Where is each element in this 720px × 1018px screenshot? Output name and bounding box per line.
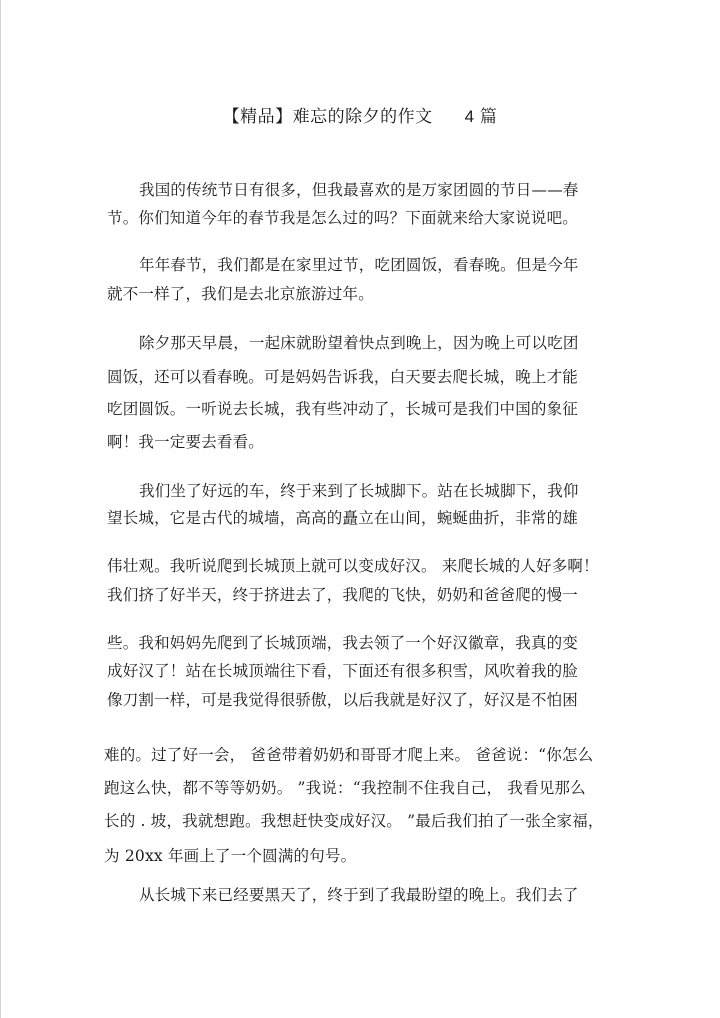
paragraph-line: 圆饭，还可以看春晚。可是妈妈告诉我，白天要去爬长城，晚上才能	[107, 368, 579, 386]
paragraph-line: 长的 . 坡，我就想跑。我想赶快变成好汉。 ”最后我们拍了一张全家福，	[104, 812, 604, 830]
title-main: 【精品】难忘的除夕的作文	[222, 107, 433, 127]
paragraph-line: 些。我和妈妈先爬到了长城顶端，我去领了一个好汉徽章，我真的变	[107, 634, 579, 652]
paragraph-line: 为 20xx 年画上了一个圆满的句号。	[104, 847, 357, 865]
paragraph-line: 像刀割一样，可是我觉得很骄傲，以后我就是好汉了，好汉是不怕困	[107, 691, 579, 709]
paragraph-line: 就不一样了，我们是去北京旅游过年。	[107, 285, 374, 303]
paragraph-line: 我国的传统节日有很多，但我最喜欢的是万家团圆的节日——春	[139, 181, 579, 199]
paragraph-line: 我们挤了好半天，终于挤进去了，我爬的飞快，奶奶和爸爸爬的慢一	[107, 586, 579, 604]
paragraph-line: 除夕那天早晨，一起床就盼望着快点到晚上，因为晚上可以吃团	[139, 334, 579, 352]
paragraph-line: 跑这么快，都不等等奶奶。 ”我说：“我控制不住我自己， 我看见那么	[104, 779, 586, 797]
paragraph-line: 难的。过了好一会， 爸爸带着奶奶和哥哥才爬上来。 爸爸说：“你怎么	[104, 746, 594, 764]
page-edge	[0, 0, 1, 1018]
paragraph-line: 望长城，它是古代的城墙，高高的矗立在山间，蜿蜒曲折，非常的雄	[107, 509, 579, 527]
paragraph-line: 我们坐了好远的车，终于来到了长城脚下。站在长城脚下，我仰	[139, 482, 579, 500]
paragraph-line: 啊！我一定要去看看。	[107, 433, 265, 451]
paragraph-line: 伟壮观。我听说爬到长城顶上就可以变成好汉。 来爬长城的人好多啊！	[107, 557, 599, 575]
paragraph-line: 成好汉了！站在长城顶端往下看，下面还有很多积雪，风吹着我的脸	[107, 662, 579, 680]
title-count: 4 篇	[464, 107, 498, 126]
paragraph-line: 吃团圆饭。一听说去长城，我有些冲动了，长城可是我们中国的象征	[107, 400, 579, 418]
paragraph-line: 从长城下来已经要黑天了，终于到了我最盼望的晚上。我们去了	[139, 886, 579, 904]
paragraph-line: 节。你们知道今年的春节我是怎么过的吗？下面就来给大家说说吧。	[107, 209, 579, 227]
document-title	[0, 102, 720, 127]
paragraph-line: 年年春节，我们都是在家里过节，吃团圆饭，看春晚。但是今年	[139, 256, 579, 274]
